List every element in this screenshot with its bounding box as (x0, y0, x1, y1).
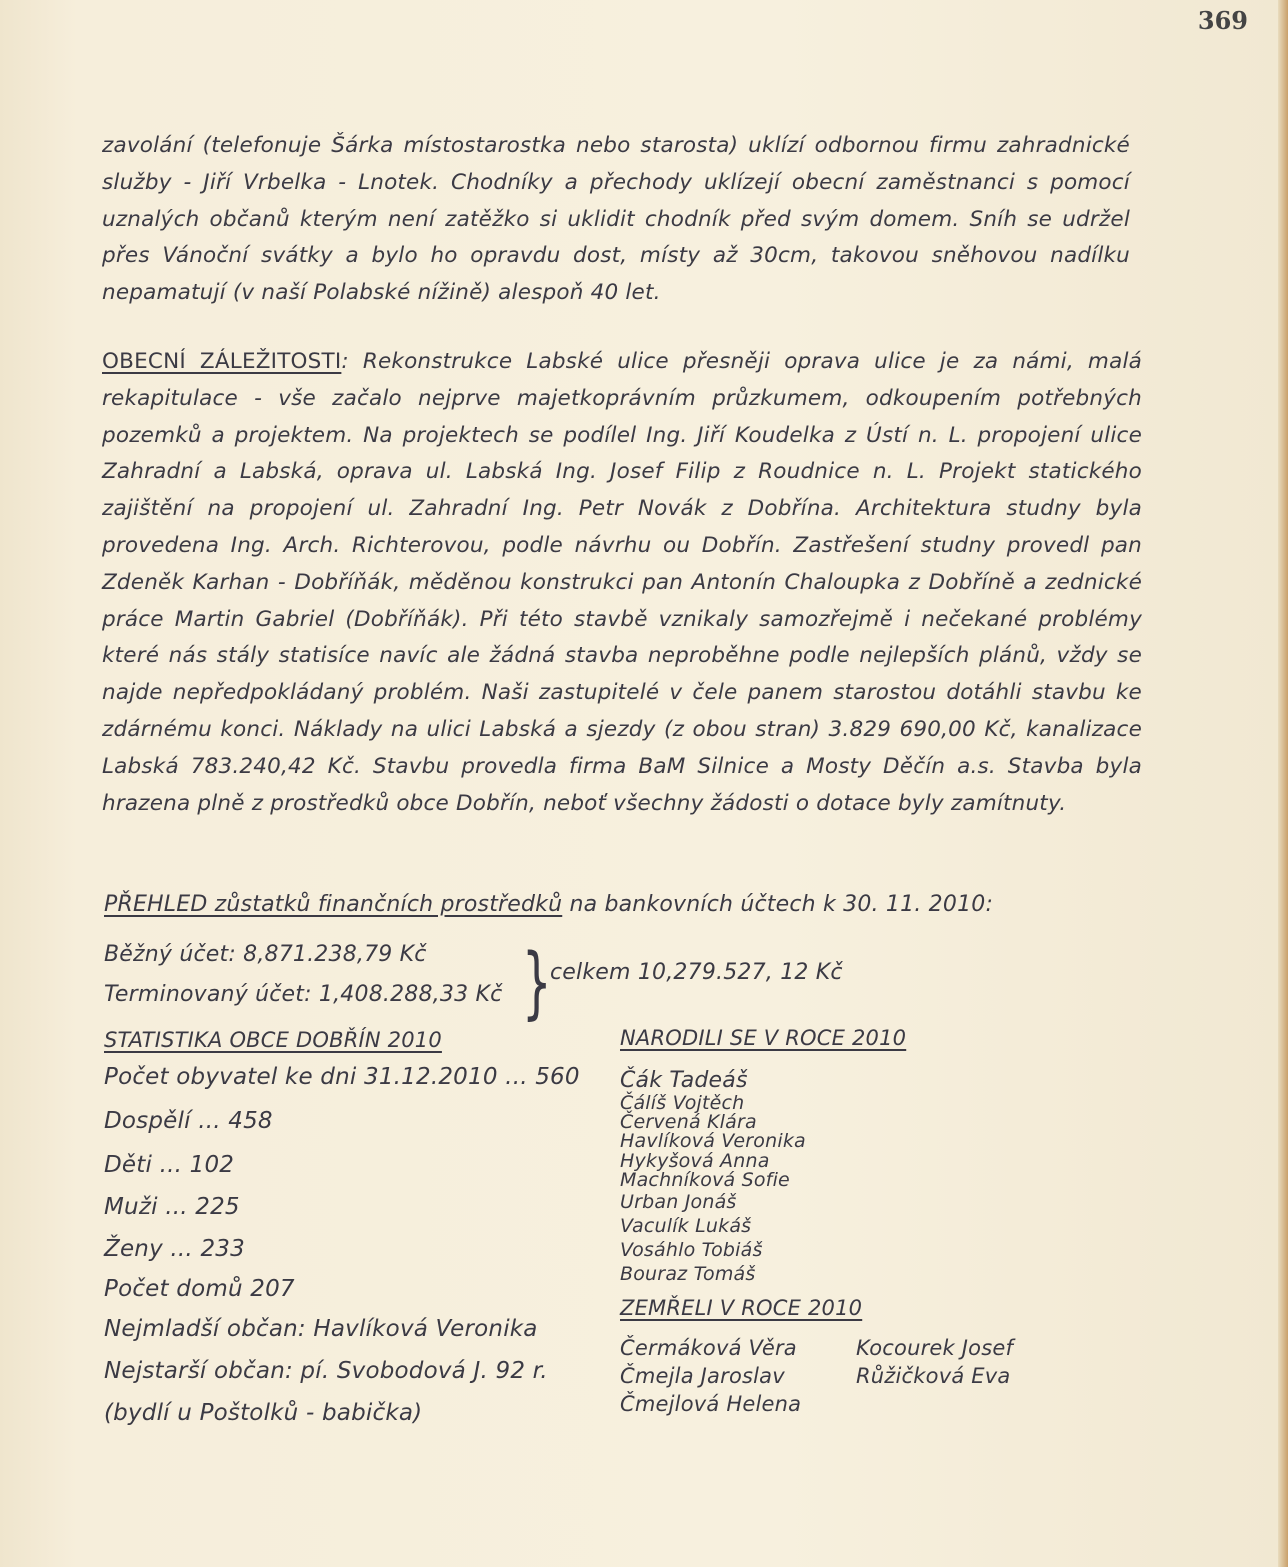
book-page-edge (1278, 0, 1288, 1567)
list-item: Urban Jonáš (620, 1191, 737, 1214)
list-item: Vosáhlo Tobiáš (620, 1239, 763, 1262)
list-item: Čmejla Jaroslav (620, 1364, 785, 1388)
oldest-citizen: Nejstarší občan: pí. Svobodová J. 92 r. (104, 1358, 548, 1384)
list-item: Havlíková Veronika (620, 1130, 806, 1153)
deaths-list-col2 (856, 1334, 1013, 1390)
list-item: Bouraz Tomáš (620, 1263, 756, 1286)
list-item: Čermáková Věra (620, 1336, 797, 1360)
total-balance: celkem 10,279.527, 12 Kč (550, 960, 843, 985)
list-item: Červená Klára (620, 1111, 757, 1134)
list-item: Čálíš Vojtěch (620, 1092, 745, 1114)
deaths-list-col1 (620, 1334, 801, 1418)
births-heading: NARODILI SE V ROCE 2010 (620, 1026, 907, 1050)
paragraph-municipal-affairs (102, 344, 1142, 822)
paragraph-snow-cleaning: zavolání (telefonuje Šárka místostarostka nebo starosta) uklízí odbornou firmu zahradnické služby - Jiří Vrbelka - Lnotek. Chodníky a přechody uklízejí obecní zaměstnanci s pomocí uznalých občanů kterým není zatěžko si uklidit chodník před svým domem. Sníh se udržel přes Vánoční svátky a bylo ho opravdu dost, místy až 30cm, takovou sněhovou nadílku nepamatují (v naší Polabské nížině) alespoň 40 let. (102, 133, 1130, 306)
brace-symbol: } (521, 938, 552, 1028)
municipal-affairs-text: : Rekonstrukce Labské ulice přesněji oprava ulice je za námi, malá rekapitulace - vše začalo nejprve majetkoprávním průzkumem, odkoupením potřebných pozemků a projektem. Na projektech se podílel Ing. Jiří Koudelka z Ústí n. L. propojení ulice Zahradní a Labská, oprava ul. Labská Ing. Josef Filip z Roudnice n. L. Projekt statického zajištění na propojení ul. Zahradní Ing. Petr Novák z Dobřína. Architektura studny byla provedena Ing. Arch. Richterovou, podle návrhu ou Dobřín. Zastřešení studny provedl pan Zdeněk Karhan - Dobříňák, měděnou konstrukci pan Antonín Chaloupka z Dobříně a zednické práce Martin Gabriel (Dobříňák). Při této stavbě vznikaly samozřejmě i nečekané problémy které nás stály statisíce navíc ale žádná stavba neproběhne podle nejlepších plánů, vždy se najde nepředpokládaný problém. Naši zastupitelé v čele panem starostou dotáhli stavbu ke zdárnému konci. Náklady na ulici Labská a sjezdy (z obou stran) 3.829 690,00 Kč, kanalizace Labská 783.240,42 Kč. Stavbu provedla firma BaM Silnice a Mosty Děčín a.s. Stavba byla hrazena plně z prostředků obce Dobřín, neboť všechny žádosti o dotace byly zamítnuty. (102, 349, 1142, 816)
list-item: Vaculík Lukáš (620, 1215, 752, 1238)
population-count: Počet obyvatel ke dni 31.12.2010 ... 560 (104, 1064, 580, 1090)
list-item: Čák Tadeáš (620, 1068, 748, 1093)
adults-count: Dospělí ... 458 (104, 1108, 273, 1134)
women-count: Ženy ... 233 (104, 1236, 245, 1262)
children-count: Děti ... 102 (104, 1152, 235, 1178)
page-number: 369 (1197, 6, 1248, 35)
deaths-heading: ZEMŘELI V ROCE 2010 (620, 1296, 863, 1320)
list-item: Čmejlová Helena (620, 1392, 802, 1416)
finance-heading-underlined: PŘEHLED zůstatků finančních prostředků (104, 892, 563, 917)
houses-count: Počet domů 207 (104, 1276, 295, 1302)
oldest-citizen-note: (bydlí u Poštolků - babička) (104, 1400, 423, 1426)
section-heading-obecni-zalezitosti: OBECNÍ ZÁLEŽITOSTI (102, 349, 342, 374)
list-item: Růžičková Eva (856, 1364, 1011, 1388)
finance-overview-heading (104, 892, 993, 917)
list-item: Kocourek Josef (856, 1336, 1014, 1360)
list-item: Hykyšová Anna (620, 1149, 770, 1172)
list-item: Machníková Sofie (620, 1168, 790, 1191)
youngest-citizen: Nejmladší občan: Havlíková Veronika (104, 1316, 538, 1342)
men-count: Muži ... 225 (104, 1194, 240, 1220)
statistics-heading: STATISTIKA OBCE DOBŘÍN 2010 (104, 1028, 442, 1052)
births-list (620, 1068, 806, 1286)
current-account-balance: Běžný účet: 8,871.238,79 Kč (104, 942, 427, 967)
term-account-balance: Terminovaný účet: 1,408.288,33 Kč (104, 982, 503, 1007)
finance-heading-rest: na bankovních účtech k 30. 11. 2010: (562, 892, 994, 917)
